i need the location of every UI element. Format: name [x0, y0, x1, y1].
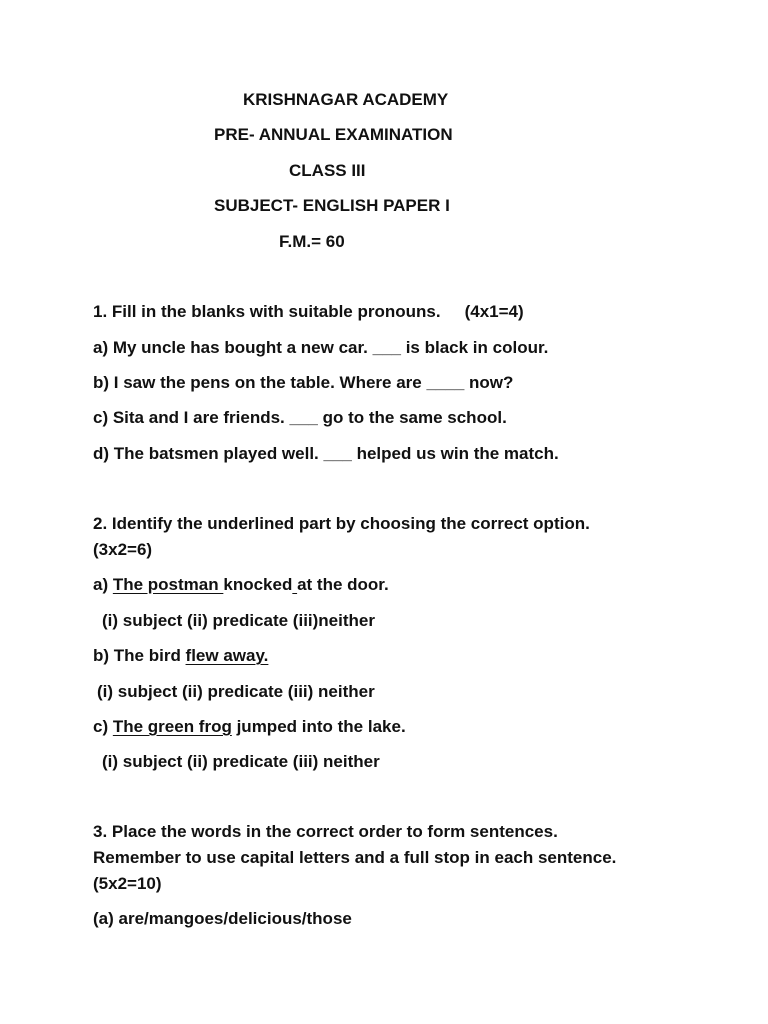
q2-item-b-options: (i) subject (ii) predicate (iii) neither: [97, 682, 375, 701]
subject-label: SUBJECT- ENGLISH PAPER I: [214, 196, 450, 215]
q2-item-a-options: (i) subject (ii) predicate (iii)neither: [102, 611, 375, 630]
q2b-prefix: b) The bird: [93, 646, 186, 665]
q2c-underlined: The green frog: [112, 717, 232, 736]
q2-item-c-options: (i) subject (ii) predicate (iii) neither: [102, 752, 380, 771]
q2a-underlined: The postman: [112, 575, 224, 594]
full-marks: F.M.= 60: [279, 232, 345, 251]
q3-instruction: Remember to use capital letters and a full stop in each sentence.: [93, 848, 617, 867]
q1-item-b: b) I saw the pens on the table. Where are ____ now?: [93, 373, 514, 392]
q1-item-d: d) The batsmen played well. ___ helped us win the match.: [93, 444, 559, 463]
q2a-rest1: knocked: [223, 575, 293, 594]
q1-marks: (4x1=4): [464, 302, 524, 321]
school-name: KRISHNAGAR ACADEMY: [243, 90, 449, 109]
q1-item-c: c) Sita and I are friends. ___ go to the same school.: [93, 408, 507, 427]
q3-marks: (5x2=10): [93, 874, 162, 893]
q3-title: 3. Place the words in the correct order to form sentences.: [93, 822, 558, 841]
q1-title-text: 1. Fill in the blanks with suitable pronouns.: [93, 302, 441, 321]
q2-marks: (3x2=6): [93, 540, 153, 559]
q1-item-a: a) My uncle has bought a new car. ___ is black in colour.: [93, 338, 549, 357]
class-label: CLASS III: [289, 161, 366, 180]
q2-title: 2. Identify the underlined part by choosing the correct option.: [93, 514, 590, 533]
q2c-rest: jumped into the lake.: [231, 717, 406, 736]
q2c-prefix: c): [93, 717, 113, 736]
q2-item-b: [93, 646, 268, 666]
q1-title: [93, 302, 524, 322]
q2a-rest2: at the door.: [297, 575, 389, 594]
q3-item-a: (a) are/mangoes/delicious/those: [93, 909, 352, 928]
q2-item-a: [93, 575, 389, 595]
q2-item-c: [93, 717, 406, 737]
q2a-prefix: a): [93, 575, 113, 594]
exam-name: PRE- ANNUAL EXAMINATION: [214, 125, 453, 144]
q2b-underlined: flew away.: [185, 646, 269, 665]
